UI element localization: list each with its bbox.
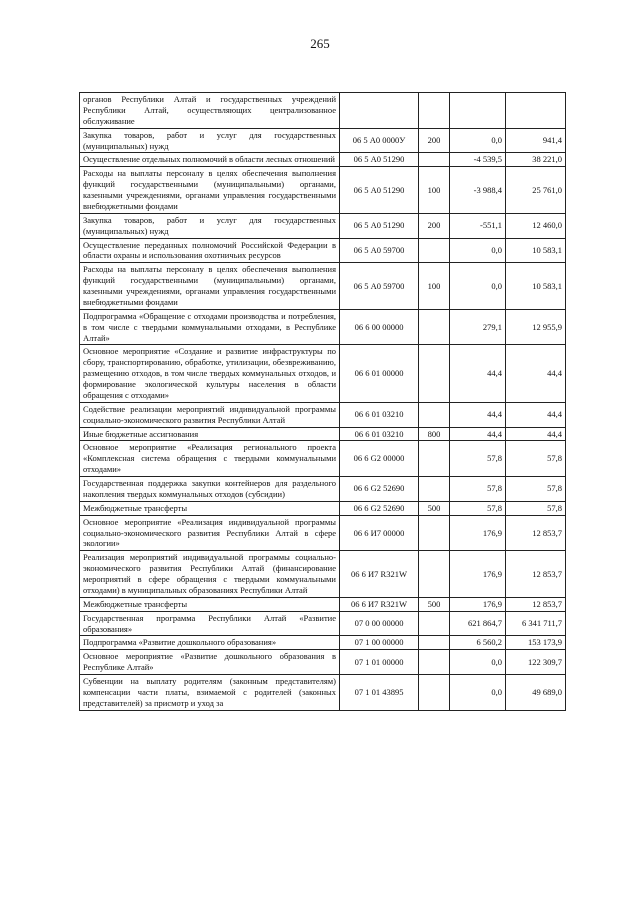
row-code-cell: 06 5 А0 51290 [340,213,419,238]
row-expense-type-cell [419,153,450,167]
row-expense-type-cell: 100 [419,263,450,310]
row-name-cell: Основное мероприятие «Реализация индивидуальной программы социально-экономического развития Республики Алтай в сфере экологии» [80,515,340,551]
row-expense-type-cell: 500 [419,501,450,515]
row-change-amount-cell: 57,8 [450,501,506,515]
row-total-amount-cell: 25 761,0 [506,167,566,214]
row-code-cell: 06 6 01 00000 [340,345,419,402]
table-row [80,597,566,611]
row-expense-type-cell [419,441,450,477]
row-change-amount-cell: 0,0 [450,128,506,153]
row-code-cell: 06 5 А0 59700 [340,238,419,263]
row-name-cell: Расходы на выплаты персоналу в целях обеспечения выполнения функций государственными (муниципальными) органами, казенными учреждениями, органами управления государственными внебюджетными фондами [80,263,340,310]
row-name-cell: Содействие реализации мероприятий индивидуальной программы социально-экономического развития Республики Алтай [80,402,340,427]
row-expense-type-cell [419,309,450,345]
row-name-cell: Основное мероприятие «Развитие дошкольного образования в Республике Алтай» [80,650,340,675]
row-change-amount-cell: -4 539,5 [450,153,506,167]
row-change-amount-cell: 0,0 [450,263,506,310]
row-expense-type-cell [419,238,450,263]
row-name-cell: Подпрограмма «Развитие дошкольного образования» [80,636,340,650]
row-change-amount-cell: 44,4 [450,345,506,402]
row-total-amount-cell [506,93,566,129]
row-code-cell: 06 5 А0 51290 [340,167,419,214]
row-change-amount-cell: 0,0 [450,650,506,675]
row-change-amount-cell [450,93,506,129]
table-row [80,515,566,551]
row-total-amount-cell: 57,8 [506,477,566,502]
row-expense-type-cell [419,402,450,427]
row-total-amount-cell: 44,4 [506,427,566,441]
budget-table-body [80,93,566,711]
row-code-cell: 07 1 01 43895 [340,675,419,711]
row-name-cell: Осуществление переданных полномочий Российской Федерации в области охраны и использования охотничьих ресурсов [80,238,340,263]
row-code-cell: 06 6 G2 00000 [340,441,419,477]
row-expense-type-cell [419,515,450,551]
row-code-cell: 06 5 А0 51290 [340,153,419,167]
row-code-cell: 06 5 А0 0000У [340,128,419,153]
row-expense-type-cell: 100 [419,167,450,214]
row-expense-type-cell [419,93,450,129]
row-code-cell: 07 1 00 00000 [340,636,419,650]
row-change-amount-cell: 176,9 [450,515,506,551]
row-total-amount-cell: 12 853,7 [506,551,566,598]
row-change-amount-cell: 176,9 [450,597,506,611]
row-code-cell: 07 1 01 00000 [340,650,419,675]
row-code-cell: 06 6 00 00000 [340,309,419,345]
row-change-amount-cell: 57,8 [450,477,506,502]
row-name-cell: Государственная программа Республики Алтай «Развитие образования» [80,611,340,636]
table-row [80,427,566,441]
row-change-amount-cell: -551,1 [450,213,506,238]
row-total-amount-cell: 122 309,7 [506,650,566,675]
row-code-cell: 07 0 00 00000 [340,611,419,636]
row-name-cell: Реализация мероприятий индивидуальной программы социально-экономического развития Республики Алтай (финансирование мероприятий в сфере обращения с твердыми коммунальными отходами) в муниципальных образованиях Республики Алтай [80,551,340,598]
row-name-cell: Иные бюджетные ассигнования [80,427,340,441]
row-total-amount-cell: 12 955,9 [506,309,566,345]
row-expense-type-cell: 200 [419,128,450,153]
row-total-amount-cell: 153 173,9 [506,636,566,650]
row-code-cell: 06 6 01 03210 [340,402,419,427]
row-name-cell: Осуществление отдельных полномочий в области лесных отношений [80,153,340,167]
row-total-amount-cell: 44,4 [506,345,566,402]
row-name-cell: Основное мероприятие «Создание и развитие инфраструктуры по сбору, транспортированию, обработке, утилизации, обезвреживанию, размещению отходов, в том числе твердых коммунальных отходов, и формирование экологической культуры населения в области обращения с отходами» [80,345,340,402]
row-name-cell: Расходы на выплаты персоналу в целях обеспечения выполнения функций государственными (муниципальными) органами, казенными учреждениями, органами управления государственными внебюджетными фондами [80,167,340,214]
row-total-amount-cell: 6 341 711,7 [506,611,566,636]
table-row [80,441,566,477]
row-total-amount-cell: 57,8 [506,441,566,477]
table-row [80,636,566,650]
table-row [80,345,566,402]
table-row [80,501,566,515]
row-code-cell: 06 6 01 03210 [340,427,419,441]
table-row [80,611,566,636]
table-row [80,238,566,263]
table-row [80,551,566,598]
row-change-amount-cell: 176,9 [450,551,506,598]
row-change-amount-cell: 44,4 [450,427,506,441]
row-name-cell: Межбюджетные трансферты [80,597,340,611]
row-code-cell [340,93,419,129]
row-total-amount-cell: 10 583,1 [506,263,566,310]
row-expense-type-cell [419,345,450,402]
row-code-cell: 06 6 И7 00000 [340,515,419,551]
table-row [80,167,566,214]
row-expense-type-cell [419,477,450,502]
table-row [80,675,566,711]
row-total-amount-cell: 10 583,1 [506,238,566,263]
row-change-amount-cell: 6 560,2 [450,636,506,650]
row-expense-type-cell [419,551,450,598]
row-expense-type-cell: 200 [419,213,450,238]
row-name-cell: Государственная поддержка закупки контейнеров для раздельного накопления твердых коммунальных отходов (субсидии) [80,477,340,502]
table-row [80,128,566,153]
row-total-amount-cell: 38 221,0 [506,153,566,167]
row-total-amount-cell: 12 853,7 [506,597,566,611]
budget-table [79,92,566,711]
table-row [80,650,566,675]
row-total-amount-cell: 12 460,0 [506,213,566,238]
row-change-amount-cell: 44,4 [450,402,506,427]
row-expense-type-cell [419,636,450,650]
row-total-amount-cell: 49 689,0 [506,675,566,711]
row-name-cell: Подпрограмма «Обращение с отходами производства и потребления, в том числе с твердыми коммунальными отходами, в Республике Алтай» [80,309,340,345]
row-name-cell: Субвенции на выплату родителям (законным представителям) компенсации части платы, взимаемой с родителей (законных представителей) за присмотр и уход за [80,675,340,711]
row-total-amount-cell: 941,4 [506,128,566,153]
row-expense-type-cell: 500 [419,597,450,611]
row-code-cell: 06 6 G2 52690 [340,477,419,502]
row-change-amount-cell: 0,0 [450,675,506,711]
row-total-amount-cell: 44,4 [506,402,566,427]
table-row [80,263,566,310]
row-expense-type-cell [419,650,450,675]
row-total-amount-cell: 57,8 [506,501,566,515]
row-name-cell: Закупка товаров, работ и услуг для государственных (муниципальных) нужд [80,213,340,238]
row-change-amount-cell: 279,1 [450,309,506,345]
row-change-amount-cell: -3 988,4 [450,167,506,214]
row-change-amount-cell: 0,0 [450,238,506,263]
row-name-cell: Закупка товаров, работ и услуг для государственных (муниципальных) нужд [80,128,340,153]
row-expense-type-cell [419,611,450,636]
table-row [80,402,566,427]
row-name-cell: органов Республики Алтай и государственных учреждений Республики Алтай, осуществляющих централизованное обслуживание [80,93,340,129]
page-number: 265 [310,36,330,51]
row-total-amount-cell: 12 853,7 [506,515,566,551]
row-change-amount-cell: 57,8 [450,441,506,477]
row-expense-type-cell: 800 [419,427,450,441]
row-code-cell: 06 6 И7 R321W [340,551,419,598]
row-code-cell: 06 5 А0 59700 [340,263,419,310]
row-expense-type-cell [419,675,450,711]
table-row [80,477,566,502]
table-row [80,309,566,345]
row-name-cell: Основное мероприятие «Реализация регионального проекта «Комплексная система обращения с твердыми коммунальными отходами» [80,441,340,477]
row-name-cell: Межбюджетные трансферты [80,501,340,515]
table-row [80,213,566,238]
table-row [80,93,566,129]
row-code-cell: 06 6 И7 R321W [340,597,419,611]
row-change-amount-cell: 621 864,7 [450,611,506,636]
table-row [80,153,566,167]
row-code-cell: 06 6 G2 52690 [340,501,419,515]
